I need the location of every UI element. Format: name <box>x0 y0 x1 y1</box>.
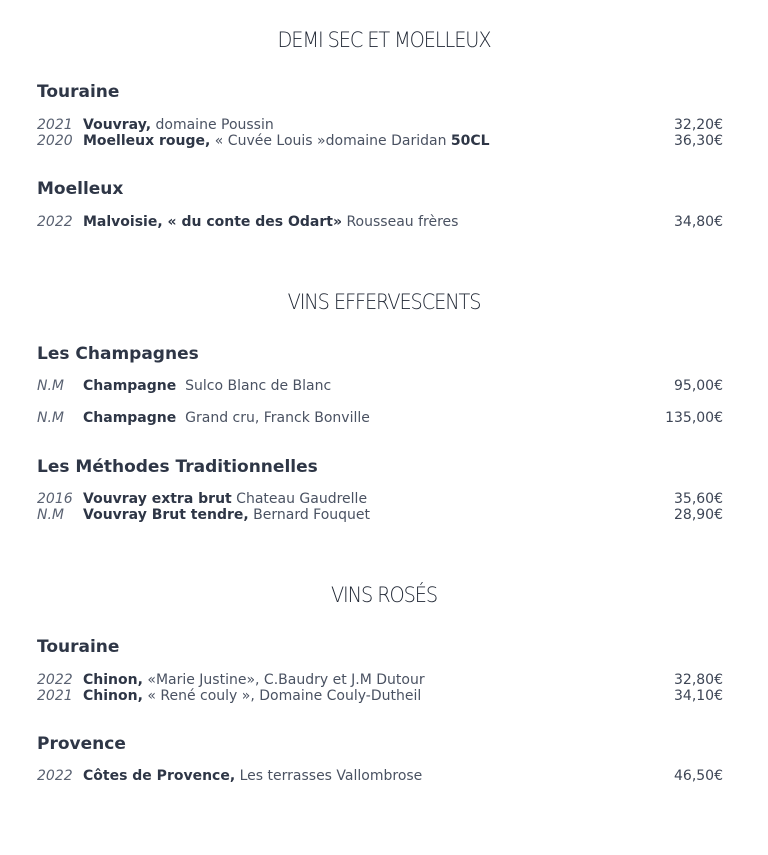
wine-row <box>37 410 723 427</box>
section-title-roses: VINS ROSÉS <box>330 583 438 607</box>
wine-name: Vouvray Brut tendre, <box>83 507 249 523</box>
wine-row <box>37 491 723 508</box>
wine-price: 28,90€ <box>674 507 723 523</box>
group-title-touraine: Touraine <box>37 82 120 102</box>
wine-year: N.M <box>37 410 65 426</box>
group-title-moelleux: Moelleux <box>37 179 124 199</box>
wine-row <box>37 133 723 150</box>
wine-detail: Les terrasses Vallombrose <box>235 768 423 784</box>
wine-row <box>37 672 723 689</box>
wine-description <box>83 133 490 150</box>
wine-name: Chinon, <box>83 688 143 704</box>
wine-year: N.M <box>37 378 65 394</box>
wine-description <box>83 378 331 395</box>
wine-description <box>83 410 370 427</box>
wine-name: Malvoisie, « du conte des Odart» <box>83 214 342 230</box>
wine-year: 2021 <box>37 117 73 133</box>
group-title-champagnes: Les Champagnes <box>37 344 199 364</box>
wine-year: 2016 <box>37 491 73 507</box>
wine-price: 135,00€ <box>665 410 723 426</box>
wine-name: Chinon, <box>83 672 143 688</box>
section-title-effervescents: VINS EFFERVESCENTS <box>287 290 481 314</box>
wine-detail: Grand cru, Franck Bonville <box>176 410 370 426</box>
wine-detail: Chateau Gaudrelle <box>231 491 368 507</box>
wine-detail: « Cuvée Louis »domaine Daridan <box>210 133 451 149</box>
wine-detail: domaine Poussin <box>151 117 274 133</box>
wine-price: 46,50€ <box>674 768 723 784</box>
wine-detail: Sulco Blanc de Blanc <box>176 378 332 394</box>
wine-name: Vouvray extra brut <box>83 491 232 507</box>
wine-price: 34,10€ <box>674 688 723 704</box>
group-title-touraine: Touraine <box>37 637 120 657</box>
wine-price: 95,00€ <box>674 378 723 394</box>
wine-row <box>37 507 723 524</box>
wine-description <box>83 768 422 785</box>
wine-year: 2022 <box>37 214 73 230</box>
group-title-provence: Provence <box>37 734 126 754</box>
wine-price: 35,60€ <box>674 491 723 507</box>
wine-price: 32,80€ <box>674 672 723 688</box>
wine-description <box>83 491 367 508</box>
wine-name: Champagne <box>83 378 177 394</box>
wine-detail: Rousseau frères <box>342 214 459 230</box>
wine-row <box>37 214 723 231</box>
wine-year: 2022 <box>37 672 73 688</box>
section-title-demi-sec: DEMI SEC ET MOELLEUX <box>277 28 491 52</box>
wine-price: 36,30€ <box>674 133 723 149</box>
wine-detail: « René couly », Domaine Couly-Dutheil <box>142 688 422 704</box>
wine-row <box>37 768 723 785</box>
wine-description <box>83 214 458 231</box>
wine-volume: 50CL <box>450 133 490 149</box>
wine-description <box>83 117 274 134</box>
wine-price: 32,20€ <box>674 117 723 133</box>
wine-name: Côtes de Provence, <box>83 768 236 784</box>
wine-description <box>83 688 421 705</box>
wine-name: Moelleux rouge, <box>83 133 211 149</box>
wine-year: 2022 <box>37 768 73 784</box>
wine-year: N.M <box>37 507 65 523</box>
wine-description <box>83 672 425 689</box>
wine-price: 34,80€ <box>674 214 723 230</box>
wine-row <box>37 378 723 395</box>
wine-year: 2021 <box>37 688 73 704</box>
wine-name: Champagne <box>83 410 177 426</box>
wine-description <box>83 507 370 524</box>
wine-row <box>37 117 723 134</box>
wine-name: Vouvray, <box>83 117 152 133</box>
wine-detail: «Marie Justine», C.Baudry et J.M Dutour <box>142 672 425 688</box>
wine-detail: Bernard Fouquet <box>248 507 371 523</box>
wine-year: 2020 <box>37 133 73 149</box>
group-title-methodes: Les Méthodes Traditionnelles <box>37 457 318 477</box>
wine-row <box>37 688 723 705</box>
